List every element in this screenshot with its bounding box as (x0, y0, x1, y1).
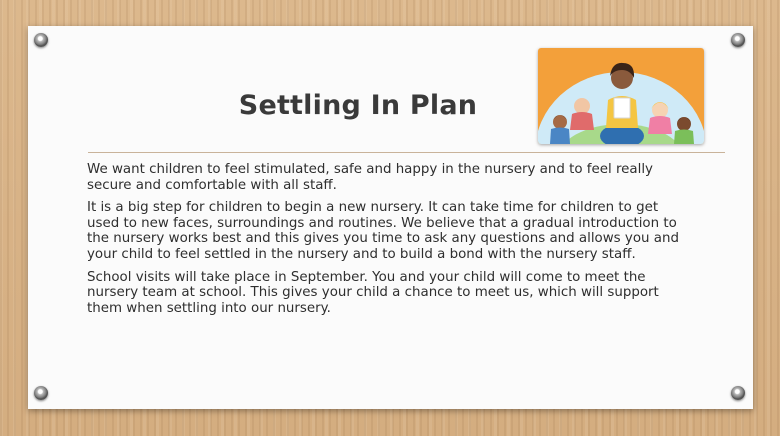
paragraph-big-step: It is a big step for children to begin a new nursery. It can take time for children to get used to new faces, surroundings and routines. We believe that a gradual introduction to the nursery works best and this gives you time to ask any questions and allows you and your child to feel settled in the nursery and to build a bond with the nursery staff. (87, 200, 679, 262)
paragraph-school-visits: School visits will take place in September. You and your child will come to meet the nursery team at school. This gives your child a chance to meet us, which will support them when settling into our nursery. (87, 269, 659, 316)
paragraph-intro: We want children to feel stimulated, safe and happy in the nursery and to feel really secure and comfortable with all staff. (87, 162, 653, 193)
teacher-reading-to-children-icon (538, 48, 704, 144)
slide-title: Settling In Plan (238, 90, 478, 121)
slide (28, 26, 753, 409)
title-divider (88, 152, 725, 153)
pin-top-left-icon (34, 33, 48, 47)
pin-bottom-left-icon (34, 386, 48, 400)
body-text (87, 162, 687, 323)
pin-top-right-icon (731, 33, 745, 47)
pin-bottom-right-icon (731, 386, 745, 400)
